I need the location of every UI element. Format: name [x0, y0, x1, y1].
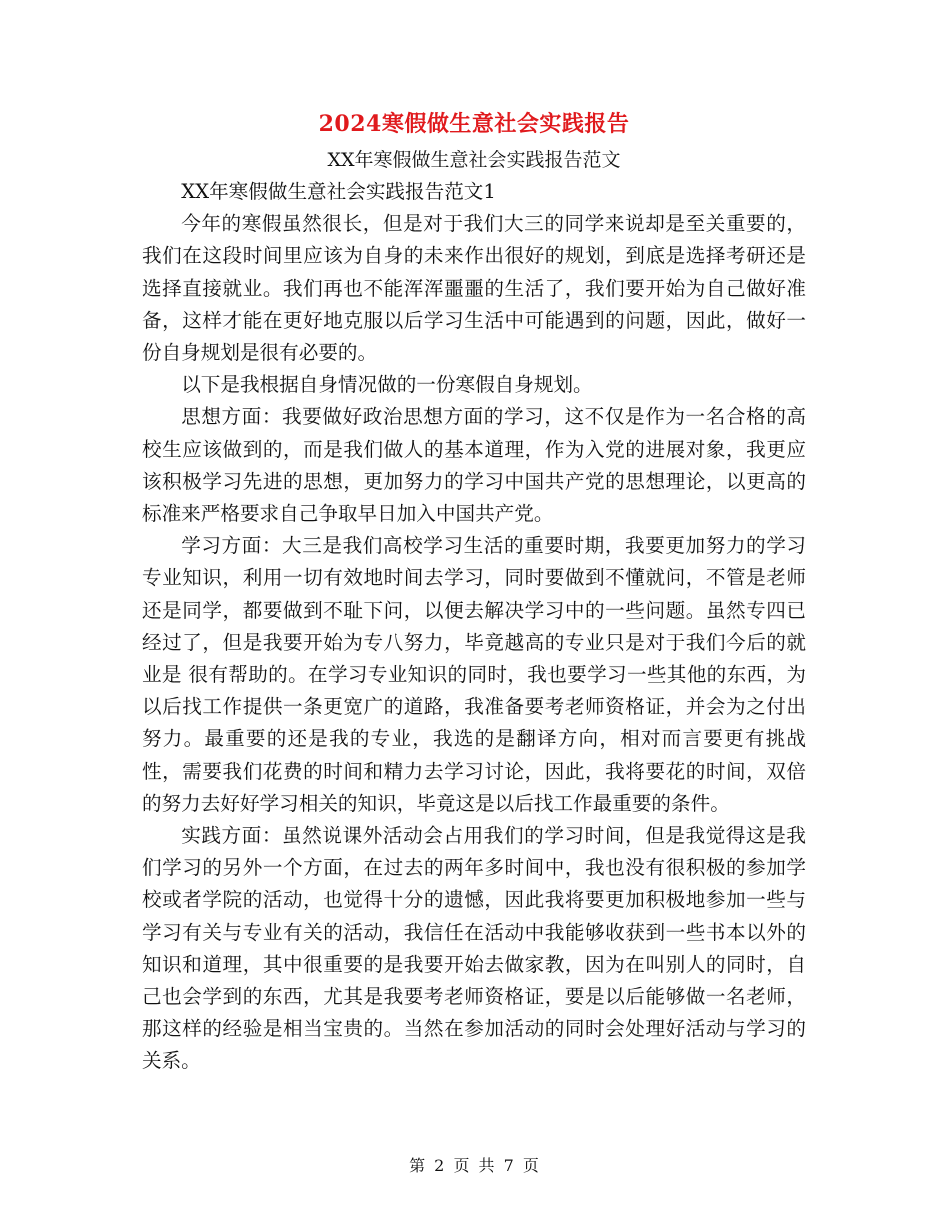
- paragraph-intro: 今年的寒假虽然很长，但是对于我们大三的同学来说却是至关重要的，我们在这段时间里应该为自身的未来作出很好的规划，到底是选择考研还是选择直接就业。我们再也不能浑浑噩噩的生活了，我们要开始为自己做好准备，这样才能在更好地克服以后学习生活中可能遇到的问题，因此，做好一份自身规划是很有必要的。: [142, 212, 806, 365]
- document-subtitle: XX年寒假做生意社会实践报告范文: [327, 149, 621, 171]
- paragraph-study: 学习方面：大三是我们高校学习生活的重要时期，我要更加努力的学习专业知识，利用一切有效地时间去学习，同时要做到不懂就问，不管是老师还是同学，都要做到不耻下问，以便去解决学习中的一些问题。虽然专四已经过了，但是我要开始为专八努力，毕竟越高的专业只是对于我们今后的就业是 很有帮助的。在学习专业知识的同时，我也要学习一些其他的东西，为以后找工作提供一条更宽广的道路，我准备要考老师资格证，并会为之付出努力。最重要的还是我的专业，我选的是翻译方向，相对而言要更有挑战性，需要我们花费的时间和精力去学习讨论，因此，我将要花的时间，双倍的努力去好好学习相关的知识，毕竟这是以后找工作最重要的条件。: [142, 534, 806, 815]
- document-title: 2024寒假做生意社会实践报告: [318, 111, 630, 137]
- paragraph-plan-lead: 以下是我根据自身情况做的一份寒假自身规划。: [181, 373, 593, 397]
- paragraph-practice: 实践方面：虽然说课外活动会占用我们的学习时间，但是我觉得这是我们学习的另外一个方面，在过去的两年多时间中，我也没有很积极的参加学校或者学院的活动，也觉得十分的遗憾，因此我将要更加积极地参加一些与学习有关与专业有关的活动，我信任在活动中我能够收获到一些书本以外的知识和道理，其中很重要的是我要开始去做家教，因为在叫别人的同时，自己也会学到的东西，尤其是我要考老师资格证，要是以后能够做一名老师，那这样的经验是相当宝贵的。当然在参加活动的同时会处理好活动与学习的关系。: [142, 824, 806, 1073]
- page-footer: 第 2 页 共 7 页: [409, 1156, 541, 1175]
- paragraph-ideology: 思想方面：我要做好政治思想方面的学习，这不仅是作为一名合格的高校生应该做到的，而是我们做人的基本道理，作为入党的进展对象，我更应该积极学习先进的思想，更加努力的学习中国共产党的思想理论，以更高的标准来严格要求自己争取早日加入中国共产党。: [142, 405, 806, 526]
- document-page: [142, 104, 806, 1078]
- paragraph-heading: XX年寒假做生意社会实践报告范文1: [181, 180, 496, 203]
